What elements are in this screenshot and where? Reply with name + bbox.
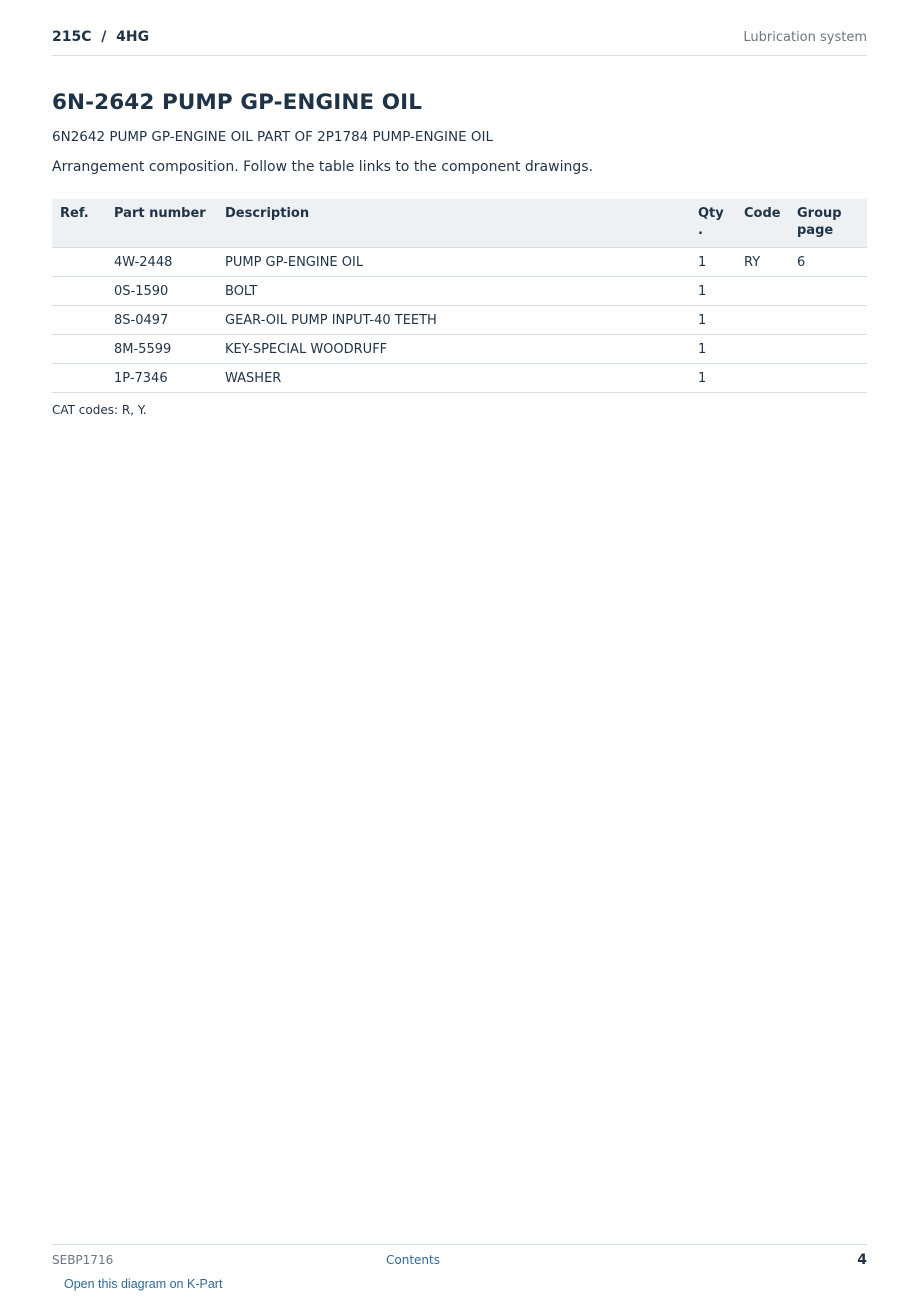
page-subtitle: 6N2642 PUMP GP-ENGINE OIL PART OF 2P1784 PUMP-ENGINE OIL xyxy=(52,129,494,145)
header-group-line1: Group xyxy=(797,206,842,221)
header-code: Code xyxy=(736,199,789,248)
cell-description: GEAR-OIL PUMP INPUT-40 TEETH xyxy=(217,306,690,335)
cell-ref xyxy=(52,306,106,335)
cell-part-number: 1P-7346 xyxy=(106,364,217,393)
table-header-row xyxy=(52,199,867,248)
table-row xyxy=(52,335,867,364)
table-row xyxy=(52,364,867,393)
parts-table xyxy=(52,199,867,393)
model-label: 215C / 4HG xyxy=(52,29,150,45)
header-part-number: Part number xyxy=(106,199,217,248)
footer-divider xyxy=(52,1244,867,1245)
cell-qty: 1 xyxy=(690,277,736,306)
cell-description: KEY-SPECIAL WOODRUFF xyxy=(217,335,690,364)
cell-group-page xyxy=(789,335,867,364)
cell-group-page xyxy=(789,277,867,306)
table-row xyxy=(52,248,867,277)
cell-qty: 1 xyxy=(690,335,736,364)
cell-part-number-link[interactable]: 4W-2448 xyxy=(106,248,217,277)
page-header xyxy=(52,28,867,56)
cell-part-number: 8S-0497 xyxy=(106,306,217,335)
cell-group-page-link[interactable]: 6 xyxy=(789,248,867,277)
cell-ref xyxy=(52,248,106,277)
table-row xyxy=(52,306,867,335)
header-group-page xyxy=(789,199,867,248)
cell-qty: 1 xyxy=(690,364,736,393)
header-group-line2: page xyxy=(797,223,834,238)
page-number: 4 xyxy=(857,1252,867,1268)
cell-ref xyxy=(52,335,106,364)
cell-code xyxy=(736,335,789,364)
table-row xyxy=(52,277,867,306)
parts-table-head xyxy=(52,199,867,248)
contents-link[interactable]: Contents xyxy=(386,1253,440,1267)
cell-qty: 1 xyxy=(690,306,736,335)
cell-description: BOLT xyxy=(217,277,690,306)
header-description: Description xyxy=(217,199,690,248)
cell-code: RY xyxy=(736,248,789,277)
cell-description: WASHER xyxy=(217,364,690,393)
footer-doc-id: SEBP1716 xyxy=(52,1253,114,1267)
open-kpart-link[interactable]: Open this diagram on K-Part xyxy=(64,1277,223,1291)
parts-table-body xyxy=(52,248,867,393)
section-label: Lubrication system xyxy=(743,30,867,45)
cell-group-page xyxy=(789,364,867,393)
header-qty-line2: . xyxy=(698,223,703,238)
cat-codes-note: CAT codes: R, Y. xyxy=(52,403,147,417)
header-qty xyxy=(690,199,736,248)
cell-part-number: 0S-1590 xyxy=(106,277,217,306)
page-title: 6N-2642 PUMP GP-ENGINE OIL xyxy=(52,90,423,115)
intro-text: Arrangement composition. Follow the table links to the component drawings. xyxy=(52,159,593,175)
header-ref: Ref. xyxy=(52,199,106,248)
cell-description: PUMP GP-ENGINE OIL xyxy=(217,248,690,277)
header-qty-line1: Qty xyxy=(698,206,724,221)
cell-code xyxy=(736,364,789,393)
cell-code xyxy=(736,306,789,335)
cell-part-number: 8M-5599 xyxy=(106,335,217,364)
cell-ref xyxy=(52,364,106,393)
cell-ref xyxy=(52,277,106,306)
cell-group-page xyxy=(789,306,867,335)
cell-code xyxy=(736,277,789,306)
cell-qty: 1 xyxy=(690,248,736,277)
